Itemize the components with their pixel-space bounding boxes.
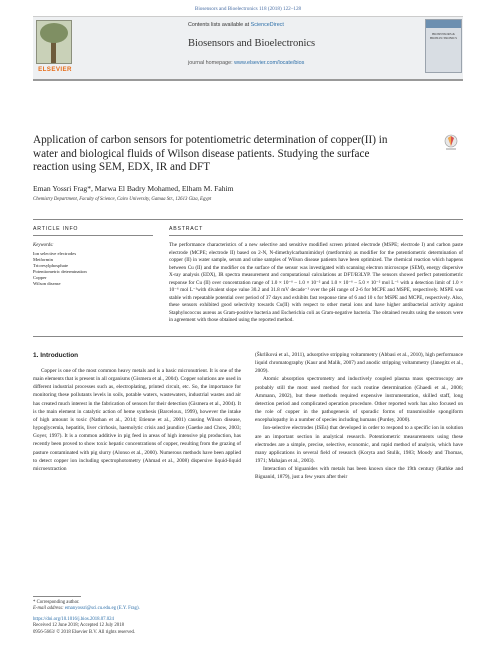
journal-citation: Biosensors and Bioelectronics 118 (2018) 122–128: [194, 6, 302, 12]
divider: [169, 235, 463, 236]
publisher-name: ELSEVIER: [38, 66, 72, 73]
keywords-heading: Keywords:: [33, 243, 54, 248]
keyword: Copper: [33, 275, 47, 280]
paragraph: Interaction of biguanides with metals has been known since the 19th century (Rathke and Biguanid, 1879), just a few years after their: [255, 466, 463, 481]
keyword: Potentiometric determination: [33, 269, 87, 274]
tree-icon: [36, 20, 72, 64]
divider: [33, 235, 153, 236]
sciencedirect-link[interactable]: ScienceDirect: [250, 22, 284, 28]
paragraph: Atomic absorption spectrometry and inductively coupled plasma mass spectroscopy are probably still the most used method for such routine determination (Ghaedi et al., 2006; Ammann, 2002), but these methods required expensive instrumentation, skilled staff, long detection period and complicated operation procedure. Other reported work has also focused on the role of copper in the pathogenesis of sporadic forms of transmissible spongiform encephalopathy in a number of species including humans (Purdey, 2000).: [255, 376, 463, 424]
paragraph: Copper is one of the most common heavy metals and is a basic micronutrient. It is one of the main elements that is present in all organisms (Gismera et al., 2004). Copper solutions are used in different industrial processes such as, electroplating, printed circuit, etc. So, the importance for monitoring these pollutants levels in soils, potable waters, wastewaters, industrial wastes and air has created much interest in the fabrication of sensors for their detection (Gismera et al., 2004). It is the main element in catalytic action of heme synthesis (Barceloux, 1999), however the intake of high amount is toxic (Nathan et al., 2014; Etienne et al., 2001) causing Wilson disease, hypoglycemia, hepatitis, liver cirrhosis, haemolytic crisis and jaundice (Gaetke and Chow, 2003; Goyer, 1997). It is a common additive in pig feed in areas of high intensive pig production, has recently been proved to show toxic hepatic concentrations of copper, resulting from the grazing of pasture contaminated with pig slurry (Alonso et al., 2000). Numerous methods have been applied to detect copper ion including spectrophotometry (Ahmad et al., 2008) dispersive liquid-liquid microextraction: [33, 368, 241, 472]
journal-homepage: journal homepage: www.elsevier.com/locate/bios: [188, 60, 305, 66]
paragraph: (Škrlíková et al., 2011), adsorptive stripping voltammetry (Abbasi et al., 2010), high performance liquid chromatography (Kaur and Malik, 2007) and anodic stripping voltammetry (Janegitz et al., 2009).: [255, 352, 463, 375]
divider: [33, 219, 463, 220]
contents-line: Contents lists available at ScienceDirect: [188, 22, 284, 28]
received-line: Received 12 June 2018; Accepted 12 July 2018: [33, 623, 124, 629]
journal-cover: BIOSENSORS & BIOELECTRONICS: [425, 19, 462, 73]
affiliation: Chemistry Department, Faculty of Science, Cairo University, Gamaa Str., 12613 Giza, Egypt: [33, 197, 212, 202]
abstract-text: The performance characteristics of a new selective and sensitive modified screen printed electrode (MSPE; electrode I) and carbon paste electrode (MCPE; electrode II) based on 2-N, N-dimethylcarbamimidoyl (metformin) as modifier for the potentiometric determination of copper (II) in water sample, serum and urine samples of Wilson disease patients have been optimized. The chemical reaction which happens between Cu (II) and the modifier on the surface of the sensor was investigated with scanning electron microscope (SEM), energy dispersive X-ray analysis (EDX), IR spectra measurement and computational calculations at DFT/B3LYP. The sensors showed perfect potentiometric response for Cu (II) over concentration range of 1.0 × 10⁻⁶ – 1.0 × 10⁻² and 1.0 × 10⁻⁶ – 5.0 × 10⁻² mol L⁻¹ with a detection limit of 1.0 × 10⁻⁶ mol L⁻¹with divalent slope value 30.2 and 31.8 mV decade⁻¹ over the pH range of 2-6 for MCPE and MSPE, respectively. MSPE was stable with repeatable potential over period of 37 days and exhibits fast response time of 6 and 10 s for MSPE and MCPE, respectively. Also, these sensors exhibited good selectivity towards Cu(II) with respect to other metal ions and have higher antibacterial activity against Staphylococcus aureus as Gram-positive bacteria and Escherichia coli as Gram-negative bacteria. The obtained results using the sensors were in agreement with those obtained using the reported method.: [169, 242, 463, 323]
elsevier-logo: [36, 20, 74, 76]
keyword: Metformin: [33, 257, 53, 262]
corresponding-note: * Corresponding author.: [33, 600, 80, 605]
authors: Eman Yossri Frag*, Marwa El Badry Mohamed, Elham M. Fahim: [33, 184, 234, 193]
homepage-link[interactable]: www.elsevier.com/locate/bios: [234, 60, 305, 66]
doi-link[interactable]: https://doi.org/10.1016/j.bios.2018.07.024: [33, 616, 114, 622]
left-column: [33, 367, 241, 473]
email-line: E-mail address: emanyossri@sci.cu.edu.eg (E.Y. Frag).: [33, 606, 140, 612]
article-title: Application of carbon sensors for potentiometric determination of copper(II) in water and biological fluids of Wilson disease patients. Studying the surface reaction using SEM, EDX, IR and DFT: [33, 134, 388, 174]
email-link[interactable]: emanyossri@sci.cu.edu.eg (E.Y. Frag).: [64, 606, 140, 612]
section-heading: 1. Introduction: [33, 352, 79, 359]
crossmark-icon[interactable]: [444, 134, 458, 152]
divider: [33, 336, 463, 337]
copyright-line: 0956-5663/ © 2018 Elsevier B.V. All rights reserved.: [33, 629, 136, 635]
abstract-label: ABSTRACT: [169, 226, 204, 232]
article-info-label: ARTICLE INFO: [33, 226, 79, 232]
keyword: Wilson disease: [33, 281, 61, 286]
footnote-divider: [33, 596, 81, 597]
right-column: [255, 351, 463, 482]
paragraph: Ion-selective electrodes (ISEs) that developed in order to respond to a specific ion in solution are an important section in analytical research. Potentiometric measurements using these electrodes are a simple, precise, selective, economic, and rapid method of analysis, which have many applications in several field of research (Koryta and Stulik, 1983; Moody and Thomas, 1971; Mahajan et al., 2003).: [255, 425, 463, 465]
keyword: Ion selective electrodes: [33, 251, 77, 256]
keyword-list: [33, 251, 87, 287]
journal-title: Biosensors and Bioelectronics: [188, 38, 316, 49]
keyword: Tricresylphosphate: [33, 263, 69, 268]
footnote: [33, 600, 140, 636]
